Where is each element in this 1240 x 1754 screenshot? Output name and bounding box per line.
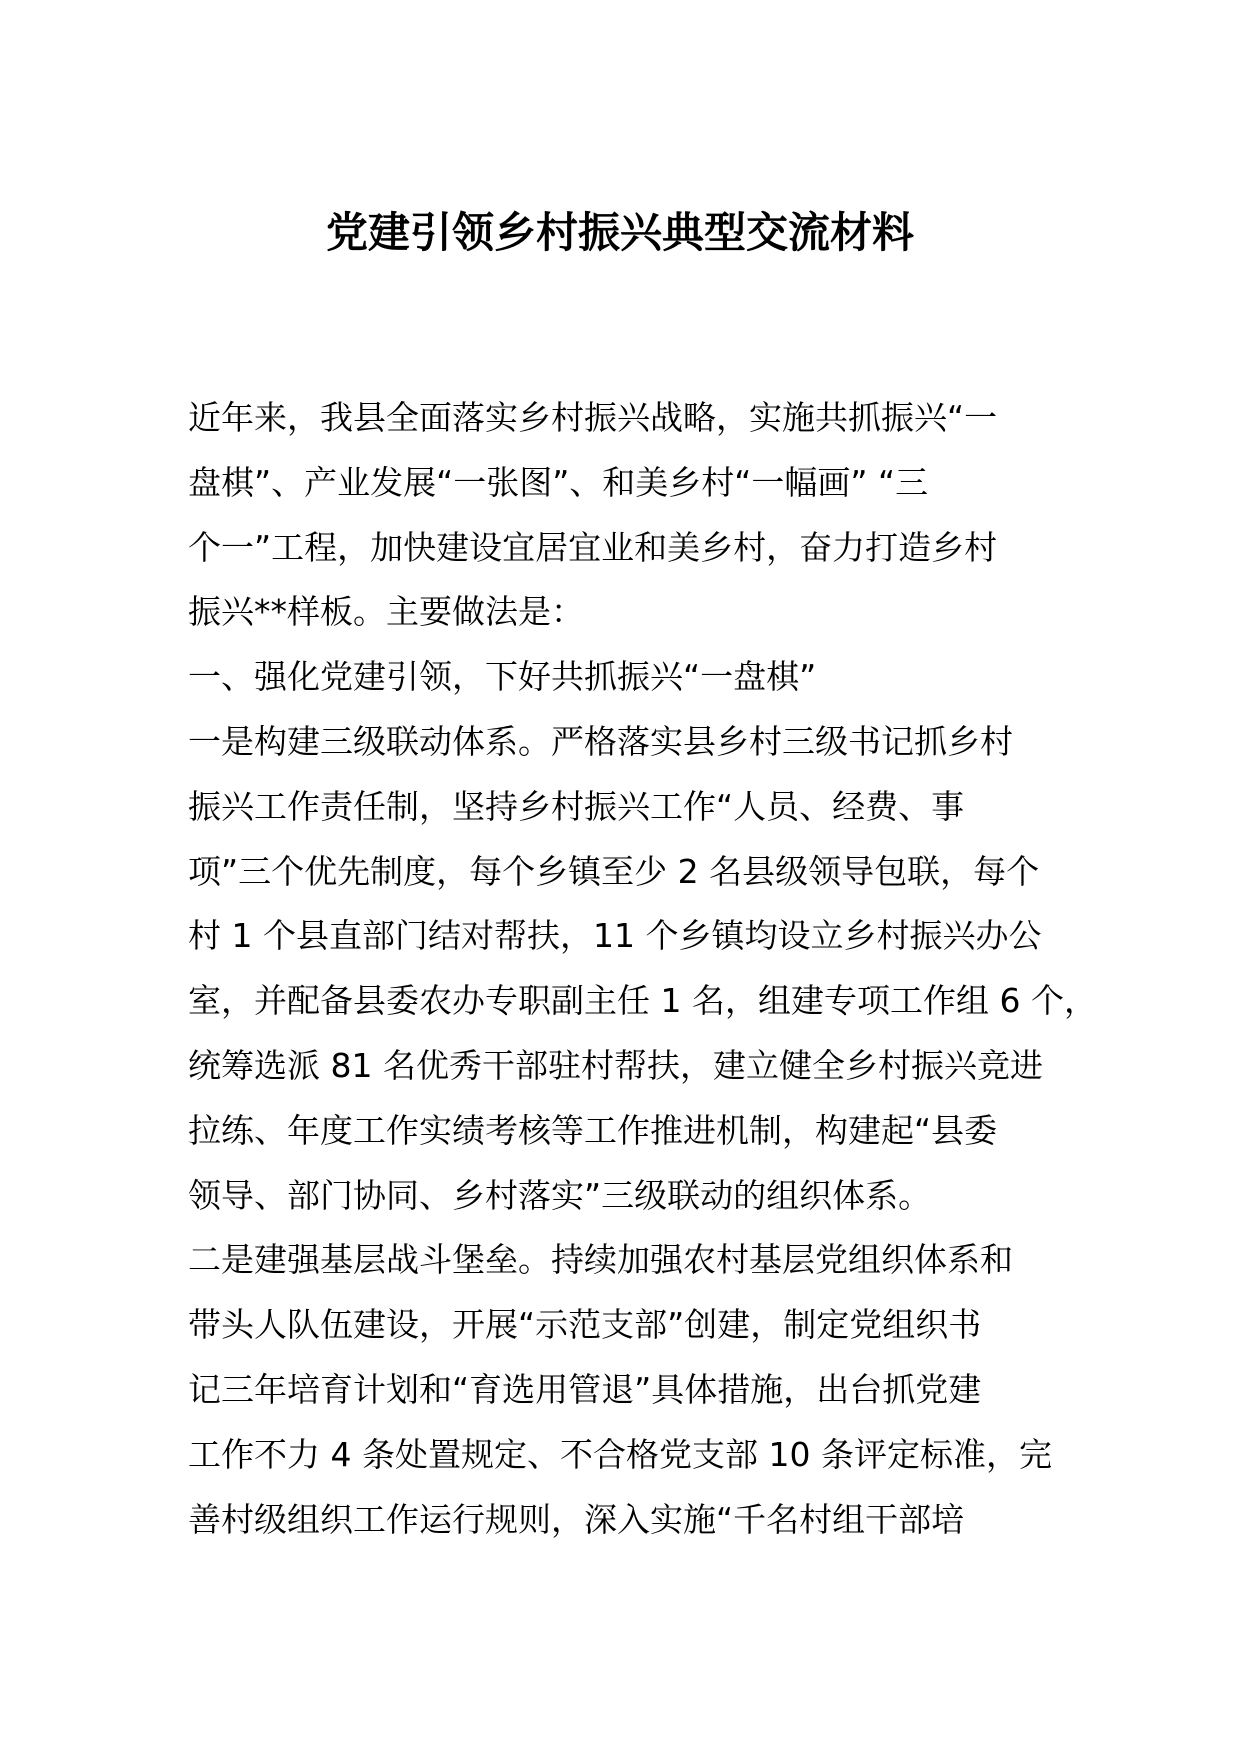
- page-title: 党建引领乡村振兴典型交流材料: [325, 208, 914, 257]
- text-line: 拉练、年度工作实绩考核等工作推进机制，构建起“县委: [188, 1110, 998, 1150]
- text-line: 善村级组织工作运行规则，深入实施“千名村组干部培: [188, 1499, 965, 1539]
- text-line: 带头人队伍建设，开展“示范支部”创建，制定党组织书: [188, 1305, 982, 1345]
- text-line: 记三年培育计划和“育选用管退”具体措施，出台抓党建: [188, 1369, 982, 1409]
- text-line: 工作不力 4 条处置规定、不合格党支部 10 条评定标准，完: [188, 1434, 1052, 1474]
- text-line: 近年来，我县全面落实乡村振兴战略，实施共抓振兴“一: [188, 398, 998, 437]
- text-line: 个一”工程，加快建设宜居宜业和美乡村，奋力打造乡村: [188, 527, 998, 567]
- text-line: 项”三个优先制度，每个乡镇至少 2 名县级领导包联，每个: [188, 851, 1040, 891]
- text-line: 室，并配备县委农办专职副主任 1 名，组建专项工作组 6 个，: [188, 981, 1097, 1021]
- document-body: [188, 386, 1097, 1552]
- text-line: 盘棋”、产业发展“一张图”、和美乡村“一幅画” “三: [188, 462, 929, 502]
- text-line: 领导、部门协同、乡村落实”三级联动的组织体系。: [188, 1175, 932, 1215]
- text-line: 统筹选派 81 名优秀干部驻村帮扶，建立健全乡村振兴竞进: [188, 1045, 1043, 1085]
- text-line: 振兴工作责任制，坚持乡村振兴工作“人员、经费、事: [188, 786, 965, 826]
- text-line: 二是建强基层战斗堡垒。持续加强农村基层党组织体系和: [188, 1240, 1013, 1280]
- text-line: 村 1 个县直部门结对帮扶，11 个乡镇均设立乡村振兴办公: [188, 916, 1042, 956]
- text-line: 一是构建三级联动体系。严格落实县乡村三级书记抓乡村: [188, 721, 1013, 761]
- section-heading: 一、强化党建引领，下好共抓振兴“一盘棋”: [188, 657, 817, 697]
- text-line: 振兴**样板。主要做法是：: [188, 592, 584, 632]
